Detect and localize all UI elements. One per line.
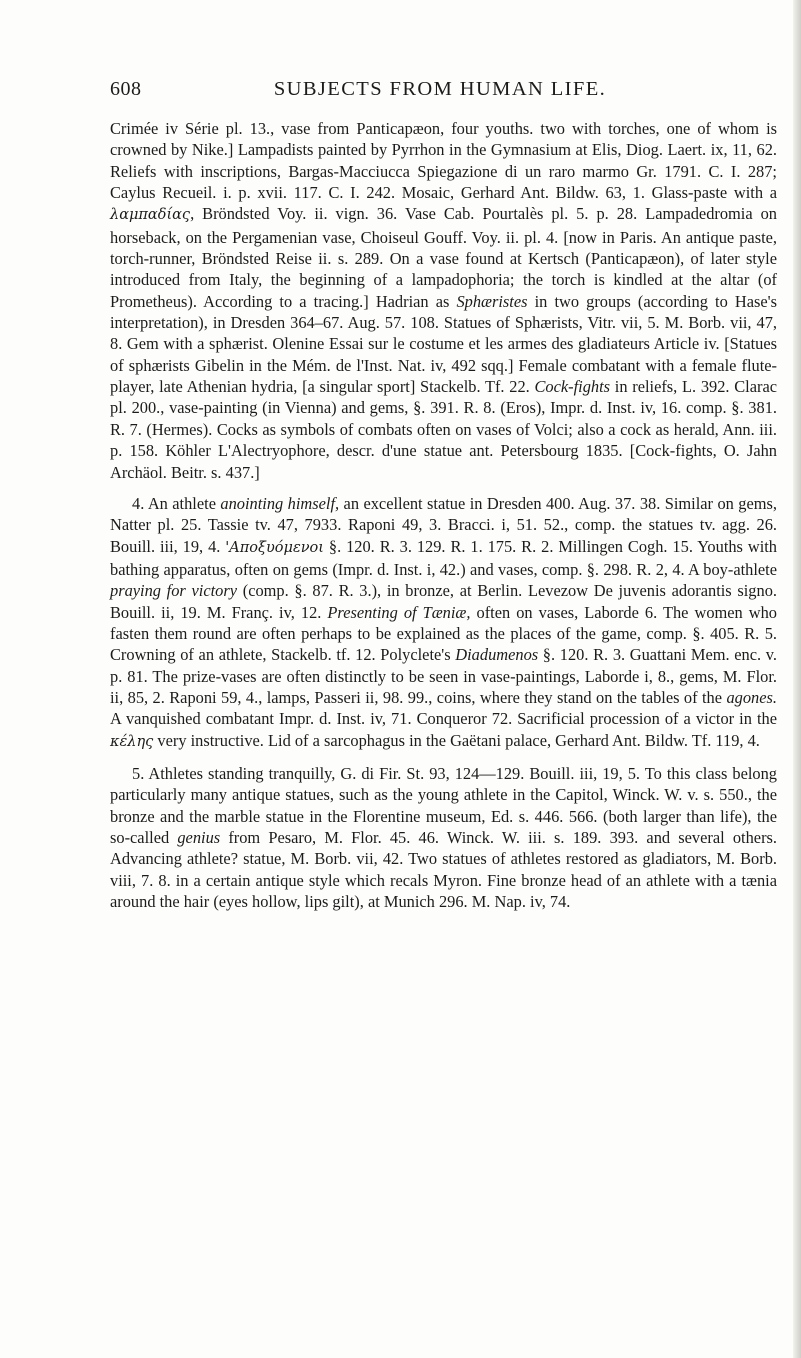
text-run: , Bröndsted Voy. ii. vign. 36. Vase Cab. Pourtalès pl. 5. p. 28. Lampadedromia on horseback, on the Pergamenian vase, Choiseul Gouff. Voy. ii. pl. 4. [now in Paris. An antique paste, torch-runner, Bröndsted Reise ii. s. 289. On a vase found at Kertsch (Panticapæon), of later style introduced from Italy, the beginning of a lampadophoria; the torch is kindled at the altar (of Prometheus). According to a tracing.] Hadrian as <box>110 204 777 311</box>
greek-term: λαμπαδίας <box>110 207 191 224</box>
text-run: 5. Athletes standing tranquilly, G. di Fir. St. 93, 124—129. Bouill. iii, 19, 5. To this class belong particularly many antique statues, such as the young athlete in the Capitol, Winck. W. v. s. 550., the bronze and the marble statue in the Florentine museum, Ed. s. 446. 566. (both larger than life), the so-called <box>110 763 777 847</box>
running-head: SUBJECTS FROM HUMAN LIFE. <box>273 78 607 100</box>
paragraph-4 <box>110 493 777 753</box>
text-run: in reliefs, L. 392. Clarac pl. 200., vase-painting (in Vienna) and gems, §. 391. R. 8. (Eros), Impr. d. Inst. iv, 16. comp. §. 381. R. 7. (Hermes). Cocks as symbols of combats often on vases of Volci; also a cock as herald, Ann. iii. p. 158. Köhler L'Alectryophore, descr. d'une statue ant. Petersbourg 1835. [Cock-fights, O. Jahn Archäol. Beitr. s. 437.] <box>110 377 778 482</box>
italic-term: Presenting of Tæniæ, <box>327 602 471 622</box>
text-run: 4. An athlete <box>132 493 221 513</box>
greek-term: 'Αποξυόμενοι <box>225 539 324 556</box>
italic-term: anointing himself, <box>220 493 340 513</box>
text-run: §. 120. R. 3. 129. R. 1. 175. R. 2. Millingen Cogh. 15. Youths with bathing apparatus, often on gems (Impr. d. Inst. i, 42.) and vases, comp. §. 298. R. 2, 4. A boy-athlete <box>110 536 777 579</box>
greek-term: κέλης <box>110 733 154 750</box>
text-run: in two groups (according to Hase's interpretation), in Dresden 364–67. Aug. 57. 108. Statues of Sphærists, Vitr. vii, 5. M. Borb. vii, 47, 8. Gem with a sphærist. Olenine Essai sur le costume et les armes des gladiateurs Article iv. [Statues of sphærists Gibelin in the Mém. de l'Inst. Nat. iv, 492 sqq.] Female combatant with a female flute-player, late Athenian hydria, [a singular sport] Stackelb. Tf. 22. <box>110 291 777 397</box>
text-run: Crimée iv Série pl. 13., vase from Panticapæon, four youths. two with torches, one of whom is crowned by Nike.] Lampadists painted by Pyrrhon in the Gymnasium at Elis, Diog. Laert. ix, 11, 62. Reliefs with inscriptions, Bargas-Macciucca Spiegazione di un raro marmo Gr. 1791. C. I. 287; Caylus Recueil. i. p. xvii. 117. C. I. 242. Mosaic, Gerhard Ant. Bildw. 63, 1. Glass-paste with a <box>110 119 777 203</box>
text-run: (comp. §. 87. R. 3.), in bronze, at Berlin. Levezow De juvenis adorantis signo. Bouill. ii, 19. M. Franç. iv, 12. <box>110 581 777 622</box>
italic-term: agones. <box>726 687 777 707</box>
italic-term: Diadumenos <box>455 645 539 665</box>
text-run: from Pesaro, M. Flor. 45. 46. Winck. W. iii. s. 189. 393. and several others. Advancing athlete? statue, M. Borb. vii, 42. Two statues of athletes restored as gladiators, M. Borb. viii, 7. 8. in a certain antique style which recals Myron. Fine bronze head of an athlete with a tænia around the hair (eyes hollow, lips gilt), at Munich 296. M. Nap. iv, 74. <box>110 828 778 912</box>
italic-term: genius <box>177 828 221 847</box>
paragraph-continued <box>110 118 777 483</box>
paragraph-5 <box>110 763 777 912</box>
italic-term: Cock-fights <box>534 377 611 397</box>
page-number: 608 <box>110 78 142 100</box>
italic-term: praying for victory <box>110 581 238 601</box>
text-run: an excellent statue in Dresden 400. Aug. 37. 38. Similar on gems, Natter pl. 25. Tassie tv. 47, 7933. Raponi 49, 3. Bracci. i, 51. 52., comp. the statues tv. agg. 26. Bouill. iii, 19, 4. <box>110 493 777 556</box>
text-run: A vanquished combatant Impr. d. Inst. iv, 71. Conqueror 72. Sacrificial procession of a victor in the <box>110 709 777 729</box>
page-edge-shadow <box>793 0 801 1358</box>
body-text <box>110 118 777 912</box>
page-header <box>110 78 770 108</box>
italic-term: Sphæristes <box>456 291 528 311</box>
text-run: often on vases, Laborde 6. The women who fasten them round are often perhaps to be explained as the places of the game, comp. §. 405. R. 5. Crowning of an athlete, Stackelb. tf. 12. Polyclete's <box>110 602 777 665</box>
text-run: §. 120. R. 3. Guattani Mem. enc. v. p. 81. The prize-vases are often distinctly to be seen in vase-paintings, Laborde i, 8., gems, M. Flor. ii, 85, 2. Raponi 59, 4., lamps, Passeri ii, 98. 99., coins, where they stand on the tables of the <box>110 645 777 707</box>
text-run: very instructive. Lid of a sarcophagus in the Gaëtani palace, Gerhard Ant. Bildw. Tf. 119, 4. <box>153 730 760 750</box>
